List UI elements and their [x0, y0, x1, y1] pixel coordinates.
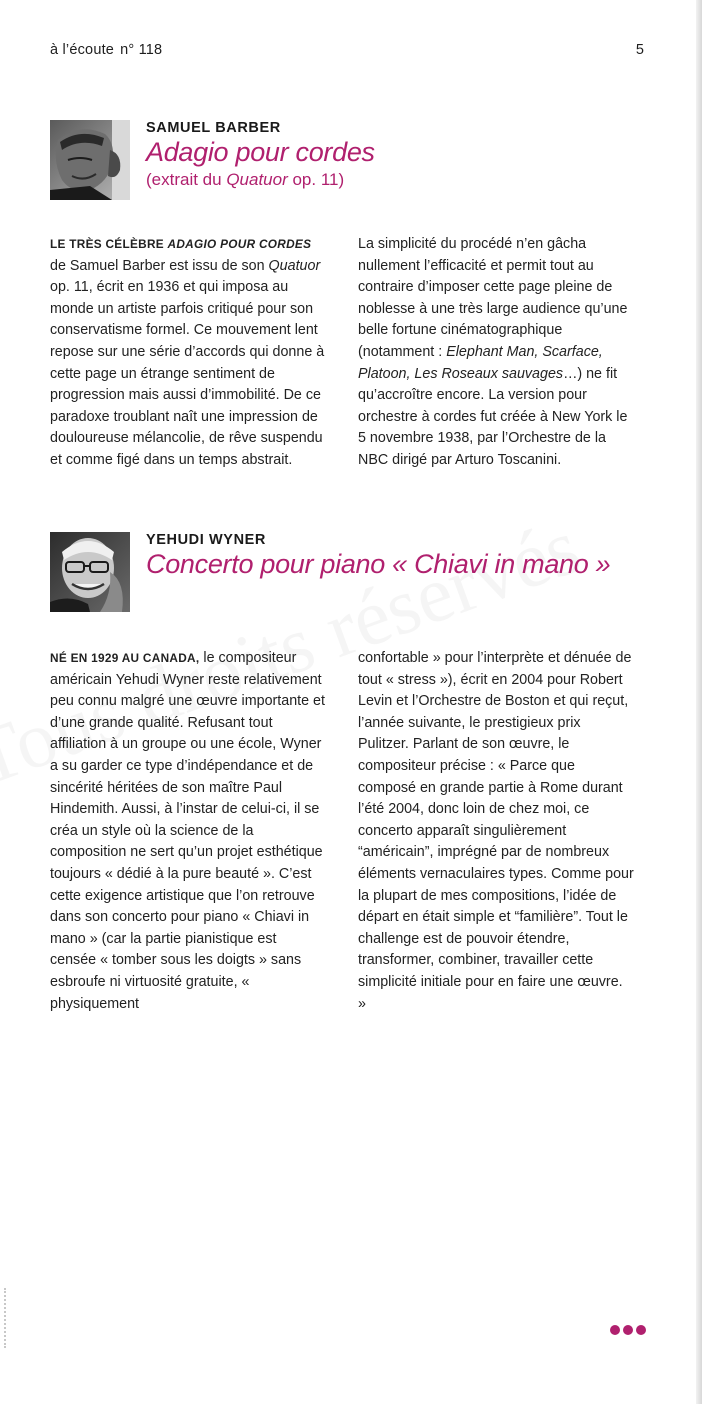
body-text: La simplicité du procédé n’en gâcha nullement l’efficacité et permit tout au contraire d’imposer cette page pleine de noblesse à une très large audience qu’une belle fortune cinématographique (notamment : — [358, 236, 628, 360]
body-text: de Samuel Barber est issu de son — [50, 257, 269, 274]
body-text: le compositeur américain Yehudi Wyner reste relativement peu connu malgré une œuvre importante et d’une grande qualité. Refusant tout affiliation à un groupe ou une école, Wyner a su garder ce type d’indépendance et de sincérité héritées de son maître Paul Hindemith. Aussi, à l’instar de celui-ci, il se créa un style où la science de la composition ne sert qu’un projet esthétique toujours « dédié à la pure beauté ». C’est cette exigence artistique que l’on retrouve dans son concerto pour piano « Chiavi in mano » (car la partie pianistique est censée « tomber sous les doigts » sans esbroufe ni virtuosité gratuite, « physiquement — [50, 650, 325, 1012]
issue-number: n° 118 — [120, 42, 163, 58]
article-column-2 — [358, 234, 634, 472]
continued-marker — [607, 1322, 646, 1334]
paragraph — [50, 648, 326, 1015]
publication-title: à l’écoute — [50, 42, 115, 58]
paragraph — [50, 234, 326, 472]
section-heading — [146, 532, 646, 580]
print-mark — [4, 1288, 12, 1348]
film-list: Elephant Man, Scarface, Platoon, Les Roseaux sauvages — [358, 343, 603, 382]
paragraph — [358, 648, 634, 1015]
paragraph — [358, 234, 634, 472]
work-title: Adagio pour cordes — [146, 137, 375, 167]
dot-icon — [636, 1325, 646, 1335]
work-subtitle — [146, 170, 646, 190]
composer-portrait-wyner — [50, 532, 130, 612]
subtitle-prefix: (extrait du — [146, 169, 227, 189]
running-header — [50, 42, 644, 64]
body-text: op. 11, écrit en 1936 et qui imposa au monde un artiste parfois critiqué pour son conservatisme formel. Ce mouvement lent repose sur une série d’accords qui donne à cette page un étrange sentiment de progression mais aussi d’immobilité. De ce paradoxe troublant naît une impression de douloureuse mélancolie, de rêve suspendu et comme figé dans un temps abstrait. — [50, 279, 325, 468]
dot-icon — [610, 1325, 620, 1335]
portrait-photo-icon — [50, 120, 130, 200]
subtitle-italic: Quatuor — [226, 169, 288, 189]
composer-portrait-barber — [50, 120, 130, 200]
body-italic: Quatuor — [268, 257, 321, 274]
portrait-photo-icon — [50, 532, 130, 612]
subtitle-suffix: op. 11) — [287, 169, 345, 189]
publication-name — [50, 42, 162, 58]
body-text: …) ne fit qu’accroître encore. La version pour orchestre à cordes fut créée à New York le 5 novembre 1938, par l’Orchestre de la NBC dirigé par Arturo Toscanini. — [358, 365, 628, 468]
body-text: confortable » pour l’interprète et dénuée de tout « stress »), écrit en 2004 pour Robert Levin et l’Orchestre de Boston et qui reçut, l’année suivante, le prestigieux prix Pulitzer. Parlant de son œuvre, le compositeur précise : « Parce que composé en grande partie à Rome durant l’été 2004, donc loin de chez moi, ce concerto apparaît singulièrement “américain”, imprégné par de nombreux éléments vernaculaires types. Comme pour la plupart de mes compositions, l’idée de départ en était simple et “familière”. Tout le challenge est de pouvoir étendre, transformer, combiner, travailler cette simplicité initiale pour en faire une œuvre. » — [358, 650, 634, 1012]
composer-name: YEHUDI WYNER — [146, 532, 266, 548]
section-heading — [146, 120, 646, 190]
lead-in: LE TRÈS CÉLÈBRE — [50, 237, 168, 251]
page-number: 5 — [635, 42, 644, 58]
composer-name: SAMUEL BARBER — [146, 120, 281, 136]
article-column-1 — [50, 648, 326, 1015]
dot-icon — [623, 1325, 633, 1335]
article-column-2 — [358, 648, 634, 1015]
article-column-1 — [50, 234, 326, 472]
page-edge — [696, 0, 702, 1404]
lead-in: NÉ EN 1929 AU CANADA, — [50, 651, 200, 665]
work-title: Concerto pour piano « Chiavi in mano » — [146, 549, 611, 579]
lead-in-italic: ADAGIO POUR CORDES — [167, 237, 312, 251]
